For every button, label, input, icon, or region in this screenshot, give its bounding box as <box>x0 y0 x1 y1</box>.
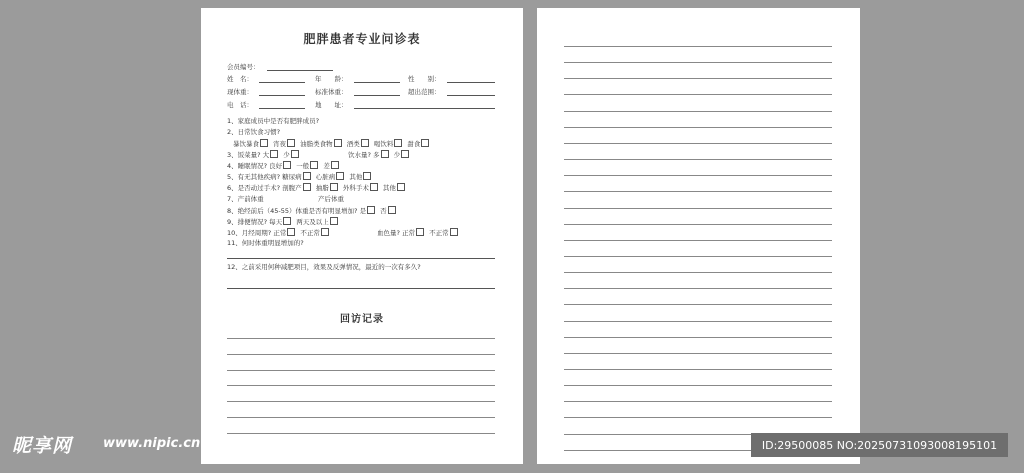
checkbox[interactable] <box>336 172 344 180</box>
q3-water-option-label: 少 <box>393 151 401 159</box>
standard-weight-blank[interactable] <box>354 95 400 96</box>
form-title: 肥胖患者专业问诊表 <box>303 32 421 46</box>
checkbox[interactable] <box>370 183 378 191</box>
question-8 <box>227 206 399 216</box>
q10-blood-option-label: 不正常 <box>429 229 449 237</box>
watermark-logo: 昵享网 <box>12 435 73 457</box>
checkbox[interactable] <box>331 161 339 169</box>
q10-blood-option-label: 正常 <box>402 229 416 237</box>
question-5 <box>227 172 374 182</box>
gender-label: 性 别： <box>408 75 441 83</box>
question-2: 2、日常饮食习惯? <box>227 128 281 136</box>
followup-page <box>537 8 860 464</box>
checkbox[interactable] <box>394 139 402 147</box>
ruled-line[interactable] <box>564 353 832 354</box>
question-10-blood <box>377 228 461 238</box>
ruled-line[interactable] <box>564 337 832 338</box>
checkbox[interactable] <box>397 183 405 191</box>
q2-option-label: 喝饮料 <box>373 140 394 148</box>
over-range-blank[interactable] <box>447 95 495 96</box>
gender-blank[interactable] <box>447 82 495 83</box>
age-label: 年 龄： <box>315 75 348 83</box>
form-page <box>201 8 523 464</box>
followup-line[interactable] <box>227 385 495 386</box>
question-7: 7、产前体重 <box>227 195 264 203</box>
ruled-line[interactable] <box>564 321 832 322</box>
question-3 <box>227 150 302 160</box>
checkbox[interactable] <box>421 139 429 147</box>
age-blank[interactable] <box>354 82 400 83</box>
checkbox[interactable] <box>303 172 311 180</box>
q2-option-label: 酒类 <box>346 140 360 148</box>
q10-option-label: 正常 <box>273 229 287 237</box>
q5-option-label: 其他 <box>349 173 363 181</box>
checkbox[interactable] <box>287 139 295 147</box>
q8-option-label: 是 <box>359 207 367 215</box>
ruled-line[interactable] <box>564 272 832 273</box>
ruled-line[interactable] <box>564 46 832 47</box>
ruled-line[interactable] <box>564 369 832 370</box>
question-7-after: 产后体重 <box>318 195 344 203</box>
q2-option-label: 暴饮暴食 <box>233 140 259 148</box>
address-label: 地 址： <box>315 101 348 109</box>
checkbox[interactable] <box>416 228 424 236</box>
q4-label: 4、睡眠情况? <box>227 162 268 170</box>
checkbox[interactable] <box>283 217 291 225</box>
question-3-water <box>348 150 412 160</box>
q5-label: 5、有无其他疾病? <box>227 173 281 181</box>
ruled-line[interactable] <box>564 240 832 241</box>
ruled-line[interactable] <box>564 159 832 160</box>
id-text: ID:29500085 NO:20250731093008195101 <box>761 439 998 452</box>
checkbox[interactable] <box>330 217 338 225</box>
checkbox[interactable] <box>367 206 375 214</box>
ruled-line[interactable] <box>564 94 832 95</box>
ruled-line[interactable] <box>564 62 832 63</box>
member-no-label: 会员编号： <box>227 63 260 71</box>
question-10 <box>227 228 332 238</box>
current-weight-label: 现体重： <box>227 88 253 96</box>
question-12: 12、之前采用何种减肥项目，效果及反弹情况，最近的一次有多久? <box>227 263 421 271</box>
ruled-line[interactable] <box>564 175 832 176</box>
q6-option-label: 外科手术 <box>342 184 369 192</box>
question-4 <box>227 161 342 171</box>
address-blank[interactable] <box>354 108 495 109</box>
question-6 <box>227 183 408 193</box>
checkbox[interactable] <box>334 139 342 147</box>
id-bar <box>751 433 1008 457</box>
ruled-line[interactable] <box>564 143 832 144</box>
q2-option-label: 油脂类食物 <box>300 140 333 148</box>
phone-blank[interactable] <box>259 108 305 109</box>
question-11: 11、何时体重明显增加的? <box>227 239 304 247</box>
ruled-line[interactable] <box>564 256 832 257</box>
standard-weight-label: 标准体重： <box>315 88 348 96</box>
ruled-line[interactable] <box>564 385 832 386</box>
ruled-line[interactable] <box>564 191 832 192</box>
ruled-line[interactable] <box>564 111 832 112</box>
q2-option-label: 宵夜 <box>273 140 287 148</box>
q3-water-label: 饮水量? <box>348 151 371 159</box>
checkbox[interactable] <box>381 150 389 158</box>
q4-option-label: 一般 <box>296 162 310 170</box>
ruled-line[interactable] <box>564 127 832 128</box>
q6-option-label: 抽脂 <box>315 184 329 192</box>
q4-option-label: 良好 <box>269 162 283 170</box>
q9-label: 9、排便情况? <box>227 218 268 226</box>
question-12-answer-line[interactable] <box>227 288 495 289</box>
checkbox[interactable] <box>303 183 311 191</box>
q3-water-option-label: 多 <box>373 151 380 159</box>
followup-line[interactable] <box>227 370 495 371</box>
checkbox[interactable] <box>330 183 338 191</box>
followup-line[interactable] <box>227 354 495 355</box>
checkbox[interactable] <box>287 228 295 236</box>
ruled-line[interactable] <box>564 401 832 402</box>
q3-option-label: 少 <box>283 151 290 159</box>
q5-option-label: 糖尿病 <box>282 173 302 181</box>
ruled-line[interactable] <box>564 208 832 209</box>
q3-label: 3、饭菜量? <box>227 151 261 159</box>
ruled-line[interactable] <box>564 78 832 79</box>
ruled-line[interactable] <box>564 224 832 225</box>
followup-line[interactable] <box>227 338 495 339</box>
checkbox[interactable] <box>260 139 268 147</box>
followup-line[interactable] <box>227 401 495 402</box>
ruled-line[interactable] <box>564 288 832 289</box>
q6-label: 6、是否动过手术? <box>227 184 281 192</box>
q5-option-label: 心脏病 <box>315 173 336 181</box>
checkbox[interactable] <box>363 172 371 180</box>
checkbox[interactable] <box>388 206 396 214</box>
over-range-label: 超出范围： <box>408 88 441 96</box>
checkbox[interactable] <box>401 150 409 158</box>
checkbox[interactable] <box>291 150 299 158</box>
question-9 <box>227 217 341 227</box>
checkbox[interactable] <box>270 150 278 158</box>
q3-option-label: 大 <box>262 151 270 159</box>
followup-title: 回访记录 <box>340 314 384 325</box>
q8-label: 8、绝经前后（45-55）体重是否有明显增加? <box>227 207 358 215</box>
checkbox[interactable] <box>450 228 458 236</box>
checkbox[interactable] <box>361 139 369 147</box>
member-no-blank[interactable] <box>267 70 333 71</box>
q2-options <box>233 139 432 149</box>
q9-option-label: 两天及以上 <box>296 218 329 226</box>
q10-option-label: 不正常 <box>300 229 320 237</box>
followup-line[interactable] <box>227 417 495 418</box>
q10-label: 10、月经周期? <box>227 229 272 237</box>
phone-label: 电 话： <box>227 101 253 109</box>
question-11-answer-line[interactable] <box>227 258 495 259</box>
watermark-url: www.nipic.cn <box>103 436 201 451</box>
checkbox[interactable] <box>310 161 318 169</box>
current-weight-blank[interactable] <box>259 95 305 96</box>
checkbox[interactable] <box>283 161 291 169</box>
q2-option-label: 甜食 <box>407 140 421 148</box>
name-blank[interactable] <box>259 82 305 83</box>
followup-line[interactable] <box>227 433 495 434</box>
q10-blood-label: 血色量? <box>377 229 400 237</box>
ruled-line[interactable] <box>564 304 832 305</box>
q6-option-label: 剖腹产 <box>282 184 302 192</box>
ruled-line[interactable] <box>564 417 832 418</box>
name-label: 姓 名： <box>227 75 253 83</box>
q6-option-label: 其他 <box>382 184 396 192</box>
checkbox[interactable] <box>321 228 329 236</box>
q8-option-label: 否 <box>380 207 387 215</box>
q9-option-label: 每天 <box>269 218 283 226</box>
q4-option-label: 差 <box>323 162 330 170</box>
question-1: 1、家庭成员中是否有肥胖成员? <box>227 117 320 125</box>
